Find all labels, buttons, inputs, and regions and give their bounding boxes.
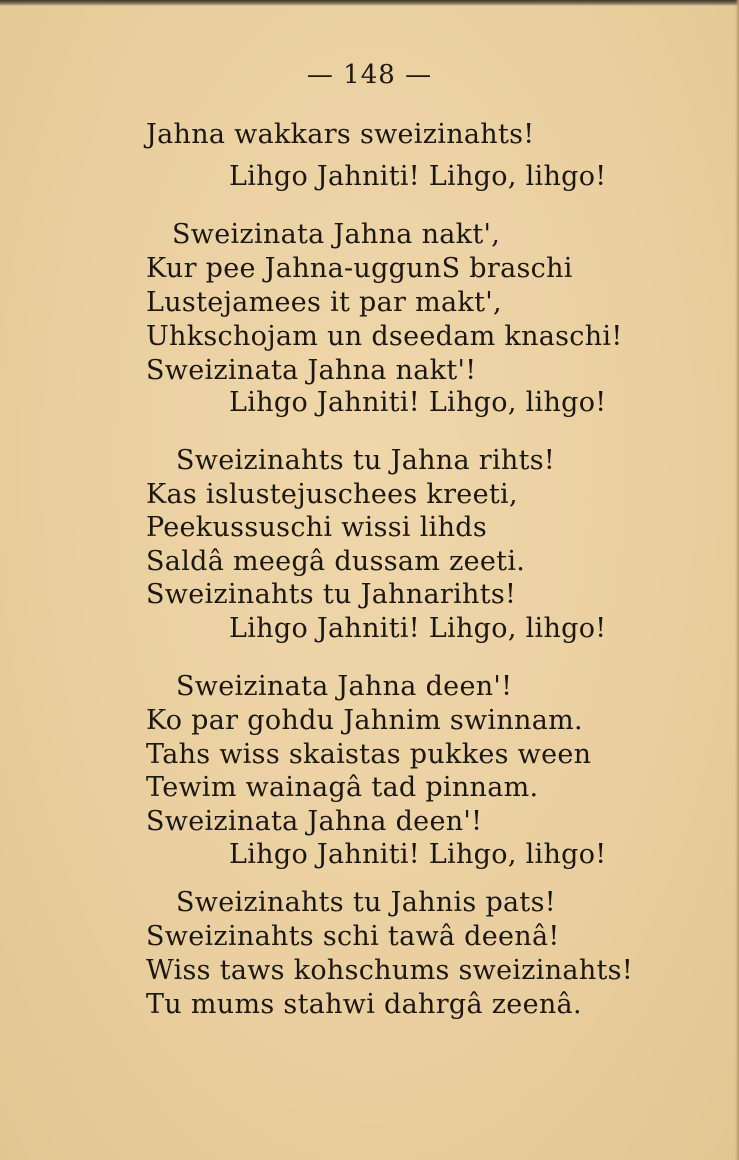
poem-line: Sweizinahts tu Jahnis pats!	[176, 887, 556, 918]
poem-line: Sweizinahts tu Jahnarihts!	[146, 579, 517, 610]
poem-line: Sweizinahts tu Jahna rihts!	[176, 445, 556, 476]
poem-line: Sweizinata Jahna nakt',	[172, 219, 501, 250]
poem-line: Sweizinata Jahna nakt'!	[146, 355, 477, 386]
poem-line: Saldâ meegâ dussam zeeti.	[146, 546, 526, 577]
poem-line: Wiss taws kohschums sweizinahts!	[146, 955, 633, 986]
poem-line: Kur pee Jahna-uggunS braschi	[146, 253, 573, 284]
poem-refrain-line: Lihgo Jahniti! Lihgo, lihgo!	[229, 387, 607, 418]
poem-line: Peekussuschi wissi lihds	[146, 512, 488, 543]
poem-line: Lustejamees it par makt',	[146, 287, 502, 318]
poem-line: Ko par gohdu Jahnim swinnam.	[146, 705, 583, 736]
poem-line: Sweizinata Jahna deen'!	[176, 671, 513, 702]
poem-line: Sweizinata Jahna deen'!	[146, 806, 483, 837]
poem-refrain-line: Lihgo Jahniti! Lihgo, lihgo!	[229, 839, 607, 870]
poem-line: Kas islustejuschees kreeti,	[146, 479, 518, 510]
poem-line: Tu mums stahwi dahrgâ zeenâ.	[146, 989, 582, 1020]
page-number: — 148 —	[306, 60, 433, 90]
poem-refrain-line: Lihgo Jahniti! Lihgo, lihgo!	[229, 161, 607, 192]
poem-refrain-line: Lihgo Jahniti! Lihgo, lihgo!	[229, 613, 607, 644]
poem-line: Tewim wainagâ tad pinnam.	[146, 772, 539, 803]
page-top-edge	[0, 0, 739, 6]
poem-line: Tahs wiss skaistas pukkes ween	[146, 739, 592, 770]
poem-line: Jahna wakkars sweizinahts!	[146, 119, 535, 150]
poem-line: Sweizinahts schi tawâ deenâ!	[146, 921, 560, 952]
poem-line: Uhkschojam un dseedam knaschi!	[146, 321, 623, 352]
page-right-edge	[735, 0, 739, 1160]
